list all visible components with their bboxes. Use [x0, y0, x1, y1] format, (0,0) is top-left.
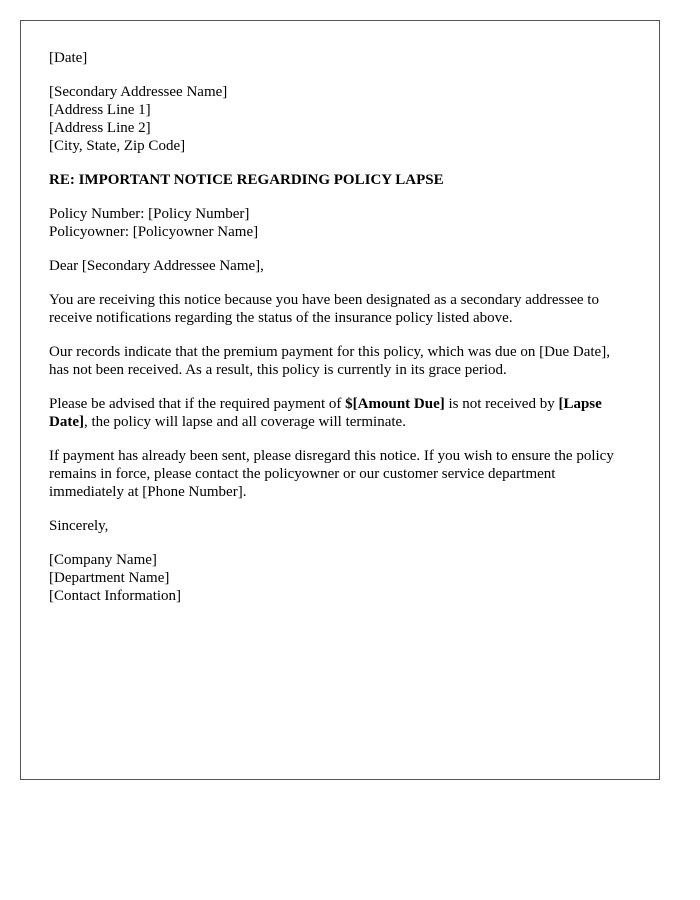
letter-date	[49, 49, 631, 67]
paragraph-designation: You are receiving this notice because you have been designated as a secondary addressee to receive notifications regarding the status of the insurance policy listed above.	[49, 292, 599, 326]
signature-block	[49, 551, 631, 605]
policy-number: Policy Number: [Policy Number]	[49, 206, 250, 222]
lapse-text-part-2: is not received by	[444, 396, 559, 412]
subject-line: RE: IMPORTANT NOTICE REGARDING POLICY LAPSE	[49, 172, 444, 188]
recipient-address-line-2: [Address Line 2]	[49, 120, 151, 136]
recipient-name: [Secondary Addressee Name]	[49, 84, 228, 100]
lapse-text-part-1: Please be advised that if the required payment of	[49, 396, 346, 412]
recipient-city-state-zip: [City, State, Zip Code]	[49, 138, 186, 154]
date-text: [Date]	[49, 50, 88, 66]
paragraph-payment-status: Our records indicate that the premium payment for this policy, which was due on [Due Date], has not been received. As a result, this policy is currently in its grace period.	[49, 344, 610, 378]
signature-department: [Department Name]	[49, 570, 170, 586]
recipient-address	[49, 83, 631, 155]
amount-due: $[Amount Due]	[345, 396, 445, 412]
letter-page	[20, 20, 660, 780]
paragraph-lapse-warning	[49, 395, 631, 431]
policy-details	[49, 205, 631, 241]
lapse-text-part-3: , the policy will lapse and all coverage will terminate.	[83, 414, 406, 430]
paragraph-contact-instructions: If payment has already been sent, please disregard this notice. If you wish to ensure the policy remains in force, please contact the policyowner or our customer service department immediately at [Phone Number].	[49, 448, 614, 500]
policy-owner: Policyowner: [Policyowner Name]	[49, 224, 259, 240]
salutation: Dear [Secondary Addressee Name],	[49, 258, 264, 274]
signature-company: [Company Name]	[49, 552, 157, 568]
recipient-address-line-1: [Address Line 1]	[49, 102, 151, 118]
signature-contact: [Contact Information]	[49, 588, 182, 604]
lapse-date: [Lapse Date]	[49, 396, 602, 430]
closing: Sincerely,	[49, 518, 109, 534]
